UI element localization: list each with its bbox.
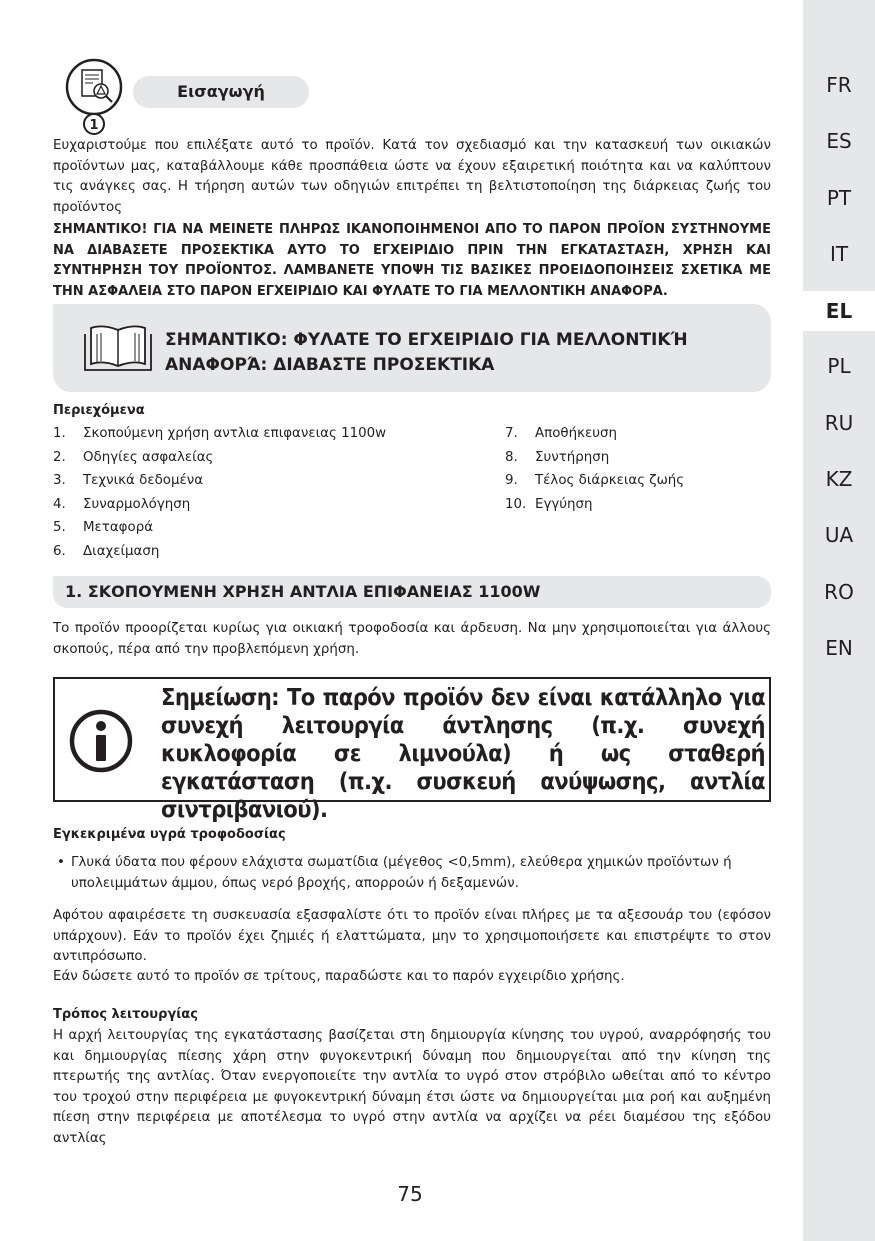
toc-item[interactable] bbox=[53, 540, 386, 564]
toc-label: Σκοπούμενη χρήση αντλια επιφανειας 1100w bbox=[83, 426, 387, 441]
lang-tab-ro[interactable]: RO bbox=[824, 580, 854, 604]
note-box bbox=[53, 677, 771, 823]
lang-tab-ua[interactable]: UA bbox=[824, 523, 854, 547]
toc-item[interactable] bbox=[53, 493, 386, 517]
lang-tab-ru[interactable]: RU bbox=[824, 411, 854, 435]
language-sidebar bbox=[803, 0, 875, 1241]
toc-item[interactable] bbox=[505, 469, 684, 493]
toc-num: 1. bbox=[53, 426, 66, 441]
operation-paragraph: Η αρχή λειτουργίας της εγκατάστασης βασίζεται στη δημιουργία κίνησης του υγρού, αναρρόφησής του και δημιουργίας πίεσης χάρη στην φυγοκεντρική δύναμη που δημιουργείται από την κίνηση της πτερωτής της αντλίας. Όταν ενεργοποιείτε την αντλία το υγρό στον στρόβιλο ωθείται από το κέντρο του τροχού στην περιφέρεια με φυγοκεντρική δύναμη έτσι ώστε να δημιουργείται μια ροή και αυξημένη πίεση στην περιφέρεια με αποτέλεσμα το υγρό στην αντλία να αρχίζει να ρέει διαμέσου της εξόδου αντλίας bbox=[53, 1028, 771, 1146]
lang-tab-it[interactable]: IT bbox=[829, 242, 849, 266]
toc-item[interactable] bbox=[53, 469, 386, 493]
lang-tab-en[interactable]: EN bbox=[825, 636, 853, 660]
note-text: Σημείωση: Το παρόν προϊόν δεν είναι κατάλληλο για συνεχή λειτουργία άντλησης (π.χ. συνεχή κυκλοφορία σε λιμνούλα) ή ως σταθερή εγκατάσταση (π.χ. συσκευή ανύψωσης, αντλία σιντριβανιού). bbox=[161, 683, 765, 823]
important-line-2: ΑΝΑΦΟΡΆ: ΔΙΑΒΑΣΤΕ ΠΡΟΣΕΚΤΙΚΑ bbox=[165, 355, 495, 375]
toc-num: 5. bbox=[53, 520, 66, 535]
third-party-paragraph: Εάν δώσετε αυτό το προϊόν σε τρίτους, παραδώστε και το παρόν εγχειρίδιο χρήσης. bbox=[53, 969, 625, 984]
page-number: 75 bbox=[397, 1182, 423, 1206]
toc-left-column bbox=[53, 422, 386, 563]
lang-tab-el-active[interactable]: EL bbox=[803, 291, 875, 331]
document-warning-icon bbox=[63, 58, 125, 136]
toc-right-column bbox=[505, 422, 684, 516]
toc-label: Συναρμολόγηση bbox=[83, 496, 191, 512]
toc-num: 7. bbox=[505, 426, 518, 441]
contents-title: Περιεχόμενα bbox=[53, 403, 145, 418]
lang-tab-kz[interactable]: KZ bbox=[825, 467, 853, 491]
lang-tab-pl[interactable]: PL bbox=[827, 354, 851, 378]
toc-item[interactable] bbox=[53, 516, 386, 540]
toc-label: Συντήρηση bbox=[535, 449, 610, 465]
toc-num: 4. bbox=[53, 496, 66, 512]
toc-item[interactable] bbox=[505, 422, 684, 446]
toc-item[interactable] bbox=[505, 446, 684, 470]
toc-item[interactable] bbox=[505, 493, 684, 517]
important-line-1: ΣΗΜΑΝΤΙΚΟ: ΦΥΛΑΤΕ ΤΟ ΕΓΧΕΙΡΙΔΙΟ ΓΙΑ ΜΕΛΛΟΝΤΙΚΉ bbox=[165, 330, 688, 350]
approved-fluids-title: Εγκεκριμένα υγρά τροφοδοσίας bbox=[53, 827, 286, 842]
unpack-paragraph: Αφότου αφαιρέσετε τη συσκευασία εξασφαλίστε ότι το προϊόν είναι πλήρες με τα αξεσουάρ του (εφόσον υπάρχουν). Εάν το προϊόν έχει ζημιές ή ελαττώματα, μην το χρησιμοποιήσετε και επιστρέψτε το στον αντιπρόσωπο. bbox=[53, 908, 771, 964]
toc-num: 3. bbox=[53, 473, 66, 488]
toc-num: 2. bbox=[53, 449, 66, 465]
toc-label: Τεχνικά δεδομένα bbox=[83, 473, 204, 488]
toc-label: Αποθήκευση bbox=[535, 426, 617, 441]
bullet-text: Γλυκά ύδατα που φέρουν ελάχιστα σωματίδια (μέγεθος <0,5mm), ελεύθερα χημικών προϊόντων ή υπολειμμάτων άμμου, όπως νερό βροχής, απορροών ή δεξαμενών. bbox=[71, 855, 732, 891]
toc-label: Τέλος διάρκειας ζωής bbox=[535, 473, 685, 488]
info-icon bbox=[69, 709, 133, 773]
section-1-text: Το προϊόν προορίζεται κυρίως για οικιακή τροφοδοσία και άρδευση. Να μην χρησιμοποιείται για άλλους σκοπούς, πέρα από την προβλεπόμενη χρήση. bbox=[53, 621, 771, 657]
important-text bbox=[165, 328, 725, 378]
step-number: 1 bbox=[89, 118, 99, 133]
toc-label: Διαχείμαση bbox=[83, 543, 160, 559]
lang-tab-pt[interactable]: PT bbox=[826, 186, 852, 210]
open-book-icon bbox=[83, 322, 153, 374]
toc-num: 6. bbox=[53, 543, 66, 559]
toc-num: 9. bbox=[505, 473, 518, 488]
toc-label: Μεταφορά bbox=[83, 520, 154, 535]
bullet-dot: • bbox=[57, 855, 65, 870]
toc-label: Εγγύηση bbox=[535, 496, 593, 512]
intro-paragraph: Ευχαριστούμε που επιλέξατε αυτό το προϊόν. Κατά τον σχεδιασμό και την κατασκευή των οικιακών προϊόντων μας, καταβάλλουμε κάθε προσπάθεια ώστε να έχουν εξαιρετική ποιότητα και να καλύπτουν τις ανάγκες σας. Η τήρηση αυτών των οδηγιών επιτρέπει τη βελτιστοποίηση της διάρκειας ζωής του προϊόντος bbox=[53, 138, 771, 215]
operation-title: Τρόπος λειτουργίας bbox=[53, 1007, 198, 1022]
lang-tab-fr[interactable]: FR bbox=[826, 73, 852, 97]
toc-item[interactable] bbox=[53, 422, 386, 446]
toc-num: 10. bbox=[505, 496, 527, 512]
toc-label: Οδηγίες ασφαλείας bbox=[83, 449, 214, 465]
intro-title: Εισαγωγή bbox=[133, 76, 309, 108]
toc-num: 8. bbox=[505, 449, 518, 465]
important-banner bbox=[53, 304, 771, 392]
section-1-header: 1. ΣΚΟΠΟΥΜΕΝΗ ΧΡΗΣΗ ΑΝΤΛΙΑ ΕΠΙΦΑΝΕΙΑΣ 1100W bbox=[53, 576, 771, 608]
toc-item[interactable] bbox=[53, 446, 386, 470]
lang-tab-es[interactable]: ES bbox=[826, 129, 852, 153]
warning-paragraph: ΣΗΜΑΝΤΙΚΟ! ΓΙΑ ΝΑ ΜΕΙΝΕΤΕ ΠΛΗΡΩΣ ΙΚΑΝΟΠΟΙΗΜΕΝΟΙ ΑΠΟ ΤΟ ΠΑΡΟΝ ΠΡΟΪΟΝ ΣΥΣΤΗΝΟΥΜΕ ΝΑ ΔΙΑΒΑΣΕΤΕ ΠΡΟΣΕΚΤΙΚΑ ΑΥΤΟ ΤΟ ΕΓΧΕΙΡΙΔΙΟ ΠΡΙΝ ΤΗΝ ΕΓΚΑΤΑΣΤΑΣΗ, ΧΡΗΣΗ ΚΑΙ ΣΥΝΤΗΡΗΣΗ ΤΟΥ ΠΡΟΪΟΝΤΟΣ. ΛΑΜΒΑΝΕΤΕ ΥΠΟΨΗ ΤΙΣ ΒΑΣΙΚΕΣ ΠΡΟΕΙΔΟΠΟΙΗΣΕΙΣ ΣΧΕΤΙΚΑ ΜΕ ΤΗΝ ΑΣΦΑΛΕΙΑ ΣΤΟ ΠΑΡΟΝ ΕΓΧΕΙΡΙΔΙΟ ΚΑΙ ΦΥΛΑΤΕ ΤΟ ΓΙΑ ΜΕΛΛΟΝΤΙΚΗ ΑΝΑΦΟΡΑ. bbox=[53, 222, 771, 299]
